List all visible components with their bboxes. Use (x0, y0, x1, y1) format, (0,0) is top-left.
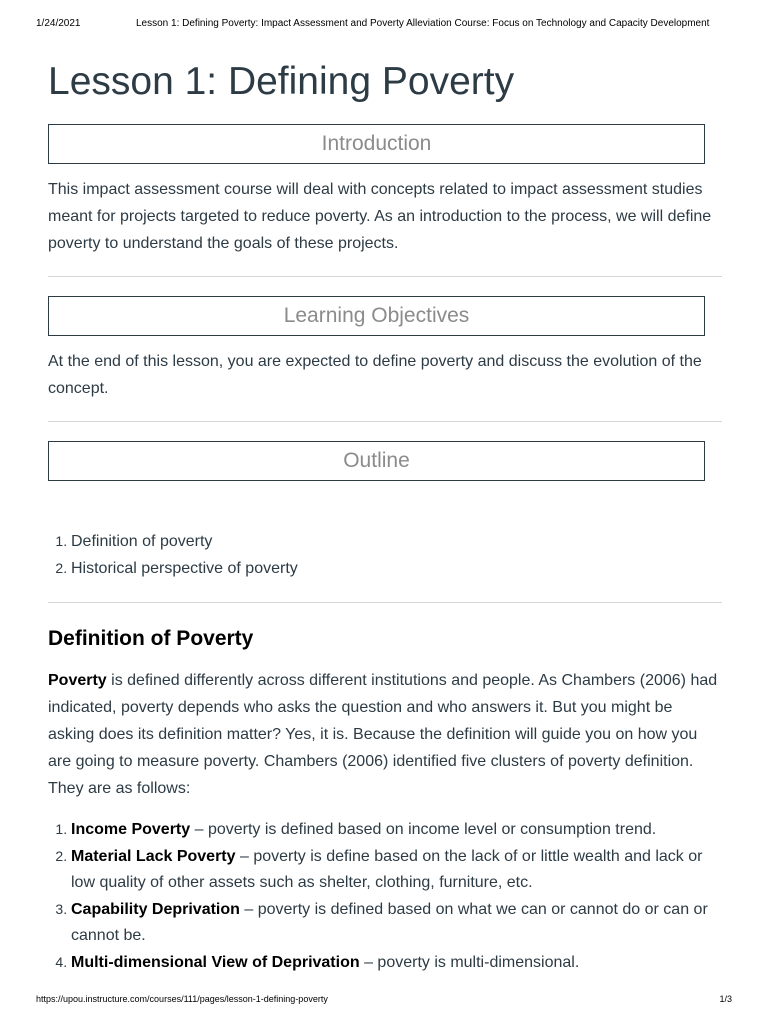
learning-objectives-text: At the end of this lesson, you are expected to define poverty and discuss the evolution of the concept. (48, 353, 702, 397)
definition-heading: Definition of Poverty (48, 627, 254, 650)
cluster-desc: – poverty is multi-dimensional. (359, 954, 580, 971)
page-content (48, 56, 722, 976)
page-number: 1/3 (719, 994, 732, 1004)
outline-heading: Outline (48, 441, 705, 481)
print-date: 1/24/2021 (36, 18, 81, 29)
cluster-item (71, 816, 722, 843)
page-title: Lesson 1: Defining Poverty (48, 60, 515, 103)
outline-item (71, 528, 722, 555)
cluster-term: Income Poverty (71, 821, 191, 838)
cluster-desc: – poverty is define based on the lack of or little wealth and lack or low quality of other assets such as shelter, clothing, furniture, etc. (71, 848, 703, 891)
print-footer (36, 994, 732, 1004)
cluster-desc: – poverty is defined based on income level or consumption trend. (190, 821, 657, 838)
cluster-desc: – poverty is defined based on what we can or cannot do or can or cannot be. (71, 901, 708, 944)
print-title: Lesson 1: Defining Poverty: Impact Assessment and Poverty Alleviation Course: Focus on Technology and Capacity Development (136, 18, 710, 29)
definition-paragraph (48, 667, 722, 802)
outline-list (48, 528, 722, 582)
learning-objectives-heading: Learning Objectives (48, 296, 705, 336)
cluster-term: Capability Deprivation (71, 901, 240, 918)
outline-item (71, 555, 722, 582)
cluster-term: Material Lack Poverty (71, 848, 236, 865)
poverty-clusters-list (48, 816, 722, 976)
cluster-term: Multi-dimensional View of Deprivation (71, 954, 360, 971)
outline-item-label: Definition of poverty (71, 533, 213, 550)
cluster-item (71, 896, 722, 949)
print-header (36, 18, 732, 29)
cluster-item (71, 843, 722, 896)
definition-lead-term: Poverty (48, 672, 107, 689)
cluster-item (71, 949, 722, 976)
outline-item-label: Historical perspective of poverty (71, 560, 298, 577)
introduction-heading: Introduction (48, 124, 705, 164)
page-url-link[interactable]: https://upou.instructure.com/courses/111/pages/lesson-1-defining-poverty (36, 994, 328, 1004)
introduction-text: This impact assessment course will deal with concepts related to impact assessment studies meant for projects targeted to reduce poverty. As an introduction to the process, we will define poverty to understand the goals of these projects. (48, 181, 712, 252)
definition-lead-text: is defined differently across different institutions and people. As Chambers (2006) had indicated, poverty depends who asks the question and who answers it. But you might be asking does its definition matter? Yes, it is. Because the definition will guide you on how you are going to measure poverty. Chambers (2006) identified five clusters of poverty definition. They are as follows: (48, 672, 718, 797)
